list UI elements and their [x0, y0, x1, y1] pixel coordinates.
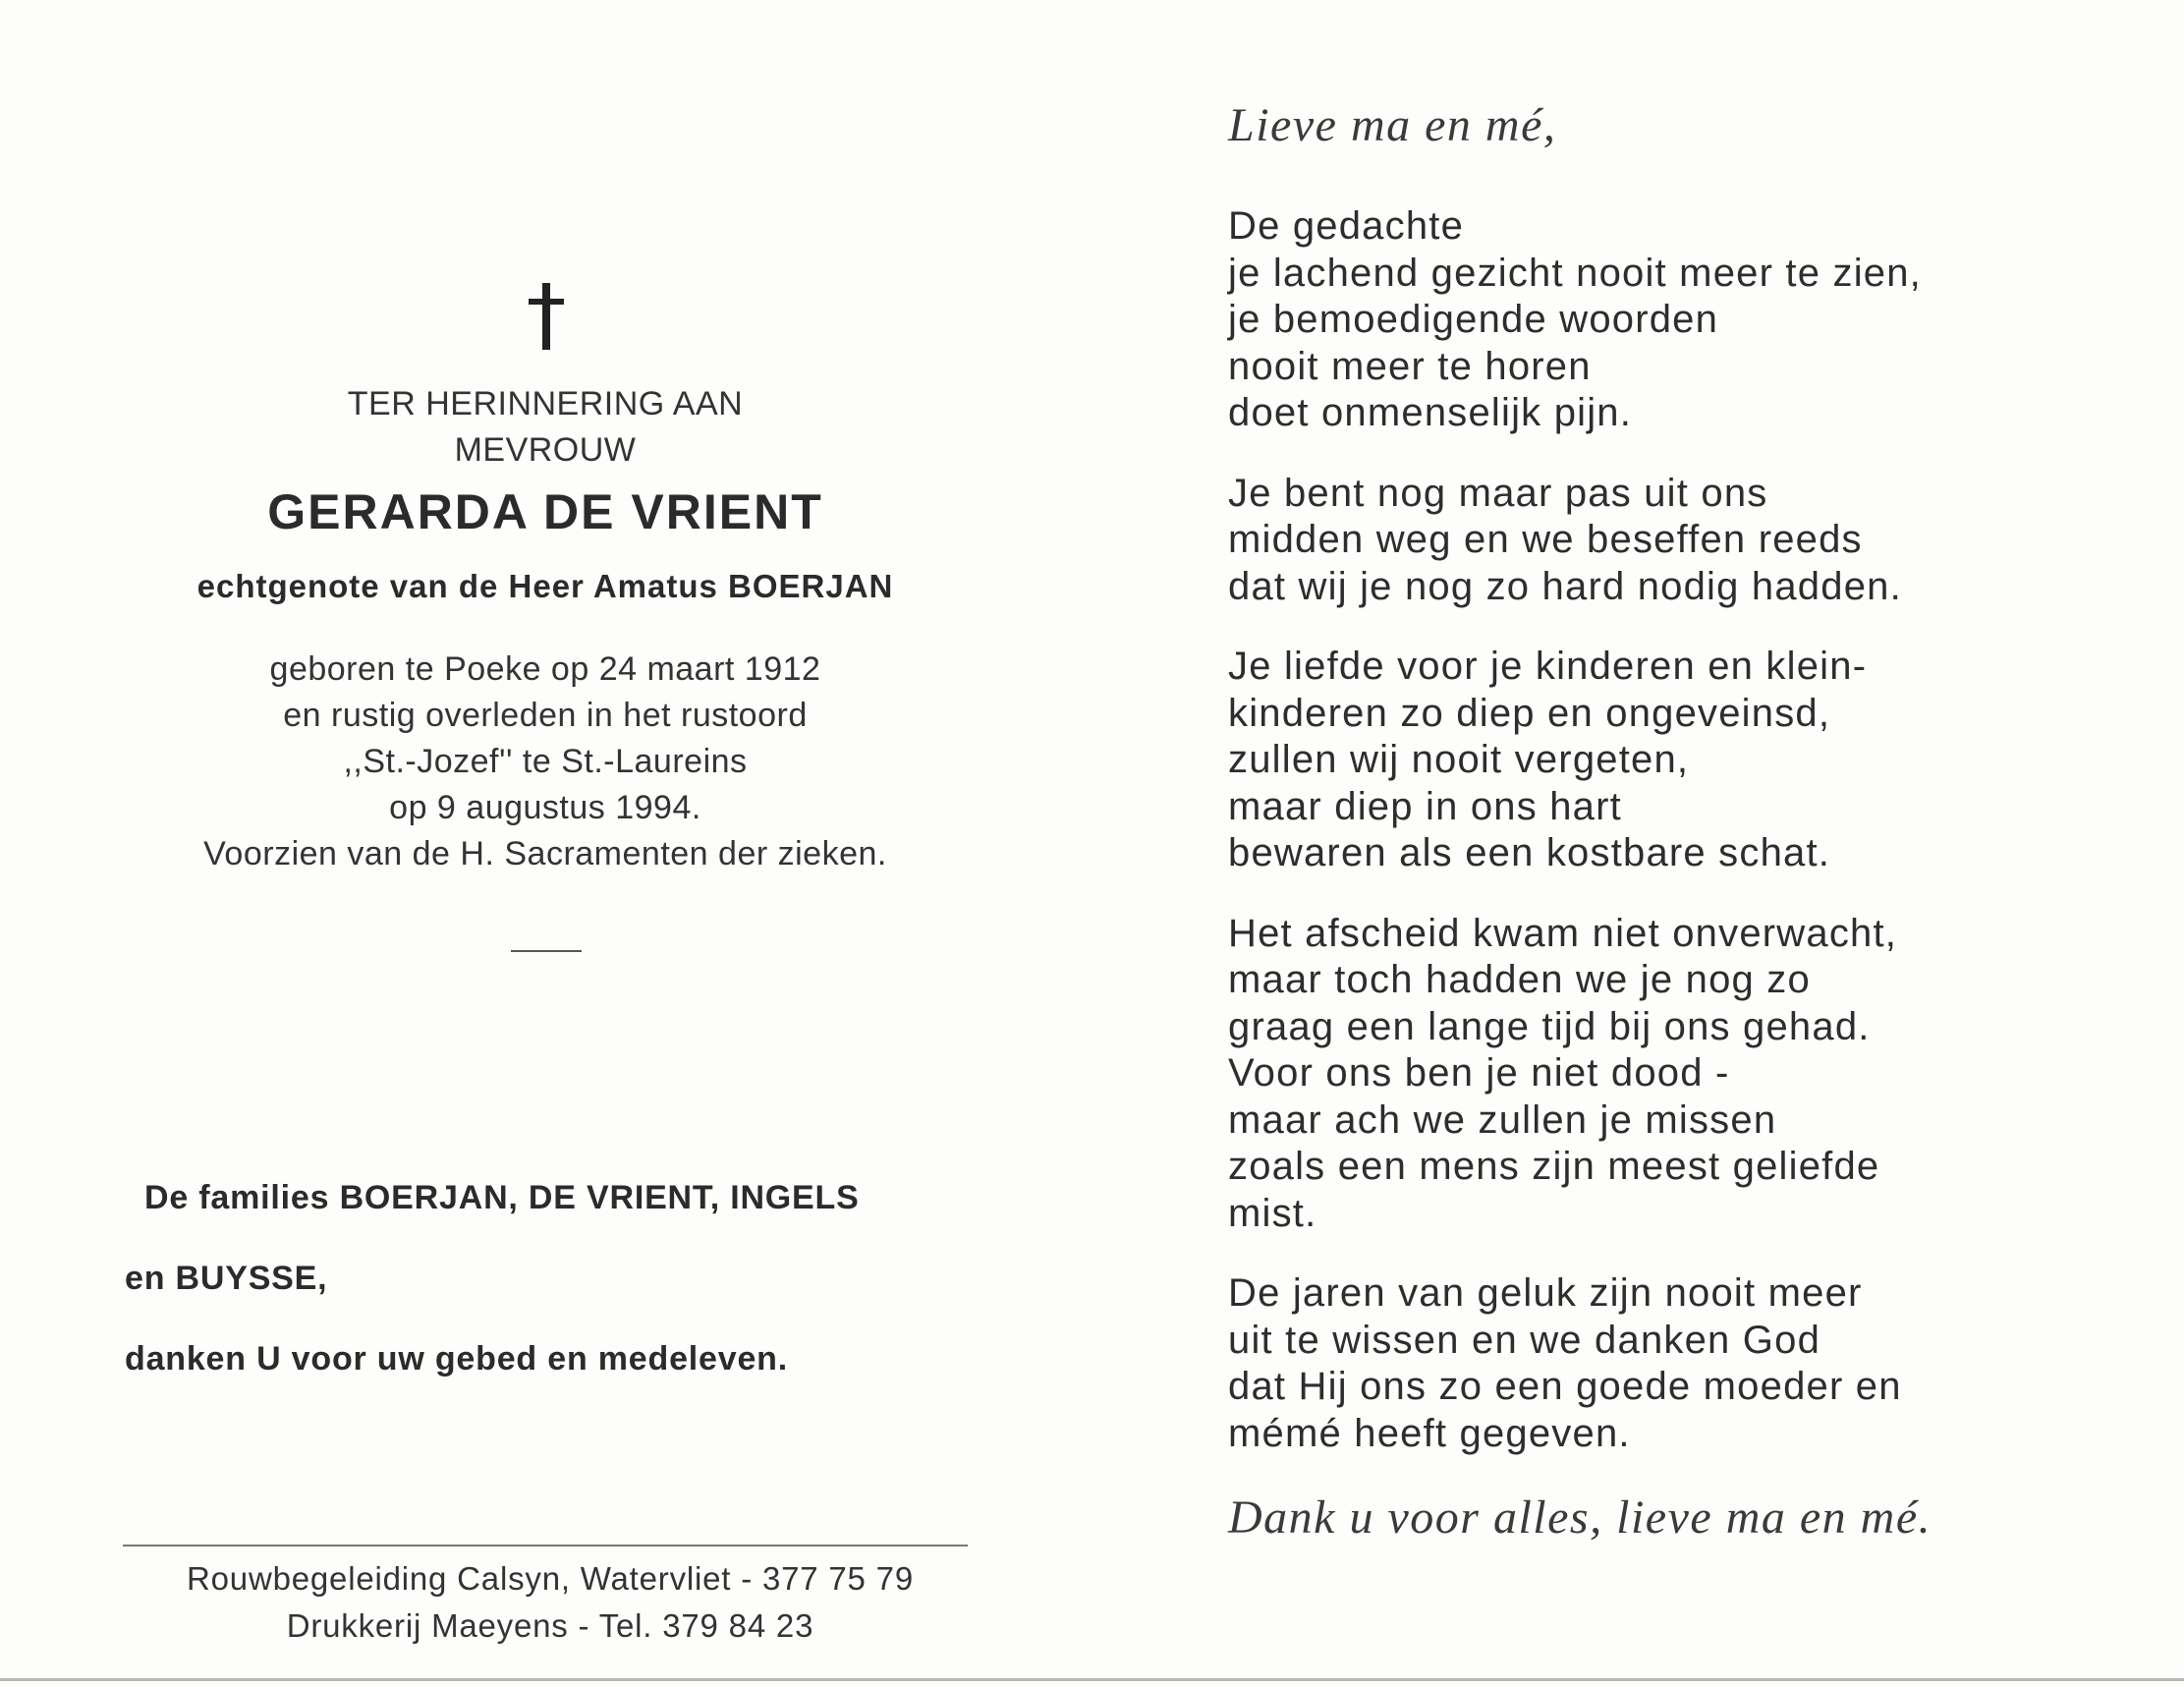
deceased-name: GERARDA DE VRIENT: [267, 484, 823, 539]
footer-line-1: Rouwbegeleiding Calsyn, Watervliet - 377 75 79: [187, 1560, 914, 1597]
poem-line: kinderen zo diep en ongeveinsd,: [1228, 691, 1831, 735]
poem-line: midden weg en we beseffen reeds: [1228, 518, 1863, 561]
poem-line: mist.: [1228, 1191, 1317, 1235]
stanza-3: [1228, 644, 2142, 877]
card-bottom-edge: [0, 1678, 2184, 1681]
poem: [1228, 203, 2142, 1457]
footer-divider: [123, 1545, 968, 1546]
poem-line: De gedachte: [1228, 204, 1465, 248]
thanks-line-2: en BUYSSE,: [125, 1260, 328, 1297]
greeting: Lieve ma en mé,: [1228, 99, 1557, 151]
poem-line: nooit meer te horen: [1228, 344, 1592, 388]
poem-line: uit te wissen en we danken God: [1228, 1318, 1821, 1362]
memorial-line-1: TER HERINNERING AAN: [347, 385, 744, 422]
poem-line: Je liefde voor je kinderen en klein-: [1228, 645, 1868, 688]
poem-line: maar ach we zullen je missen: [1228, 1097, 1777, 1142]
poem-line: graag een lange tijd bij ons gehad.: [1228, 1004, 1871, 1048]
thanks-line-1: De families BOERJAN, DE VRIENT, INGELS: [144, 1179, 860, 1216]
poem-line: maar diep in ons hart: [1228, 784, 1622, 828]
poem-line: zoals een mens zijn meest geliefde: [1228, 1145, 1880, 1188]
info-line: op 9 augustus 1994.: [389, 789, 701, 826]
memorial-line-2: MEVROUW: [454, 431, 637, 469]
footer-line-2: Drukkerij Maeyens - Tel. 379 84 23: [286, 1607, 814, 1644]
poem-line: dat Hij ons zo een goede moeder en: [1228, 1365, 1902, 1408]
poem-line: dat wij je nog zo hard nodig hadden.: [1228, 564, 1902, 608]
poem-line: mémé heeft gegeven.: [1228, 1411, 1631, 1455]
poem-line: De jaren van geluk zijn nooit meer: [1228, 1271, 1863, 1315]
stanza-4: [1228, 911, 2142, 1238]
poem-line: bewaren als een kostbare schat.: [1228, 831, 1831, 874]
spouse-line: echtgenote van de Heer Amatus BOERJAN: [196, 568, 894, 604]
thanks-line-3: danken U voor uw gebed en medeleven.: [125, 1340, 788, 1378]
poem-line: maar toch hadden we je nog zo: [1228, 958, 1811, 1001]
poem-line: Het afscheid kwam niet onverwacht,: [1228, 911, 1898, 955]
poem-line: zullen wij nooit vergeten,: [1228, 738, 1690, 781]
info-line: ,,St.-Jozef'' te St.-Laureins: [343, 743, 748, 780]
stanza-1: [1228, 203, 2142, 437]
poem-line: Voor ons ben je niet dood -: [1228, 1051, 1730, 1095]
poem-line: je lachend gezicht nooit meer te zien,: [1228, 251, 1922, 295]
life-info: [108, 647, 982, 877]
right-panel: [1228, 98, 2142, 1545]
info-line: Voorzien van de H. Sacramenten der zieken.: [203, 835, 887, 872]
info-line: geboren te Poeke op 24 maart 1912: [269, 650, 821, 688]
info-line: en rustig overleden in het rustoord: [283, 697, 808, 734]
poem-line: Je bent nog maar pas uit ons: [1228, 471, 1768, 515]
stanza-2: [1228, 471, 2142, 611]
footer: [108, 1555, 992, 1650]
stanza-5: [1228, 1270, 2142, 1457]
closing-line: Dank u voor alles, lieve ma en mé.: [1228, 1491, 1932, 1544]
left-panel: [108, 265, 982, 877]
divider-dash: [511, 950, 582, 952]
poem-line: doet onmenselijk pijn.: [1228, 391, 1633, 434]
poem-line: je bemoedigende woorden: [1228, 298, 1719, 341]
